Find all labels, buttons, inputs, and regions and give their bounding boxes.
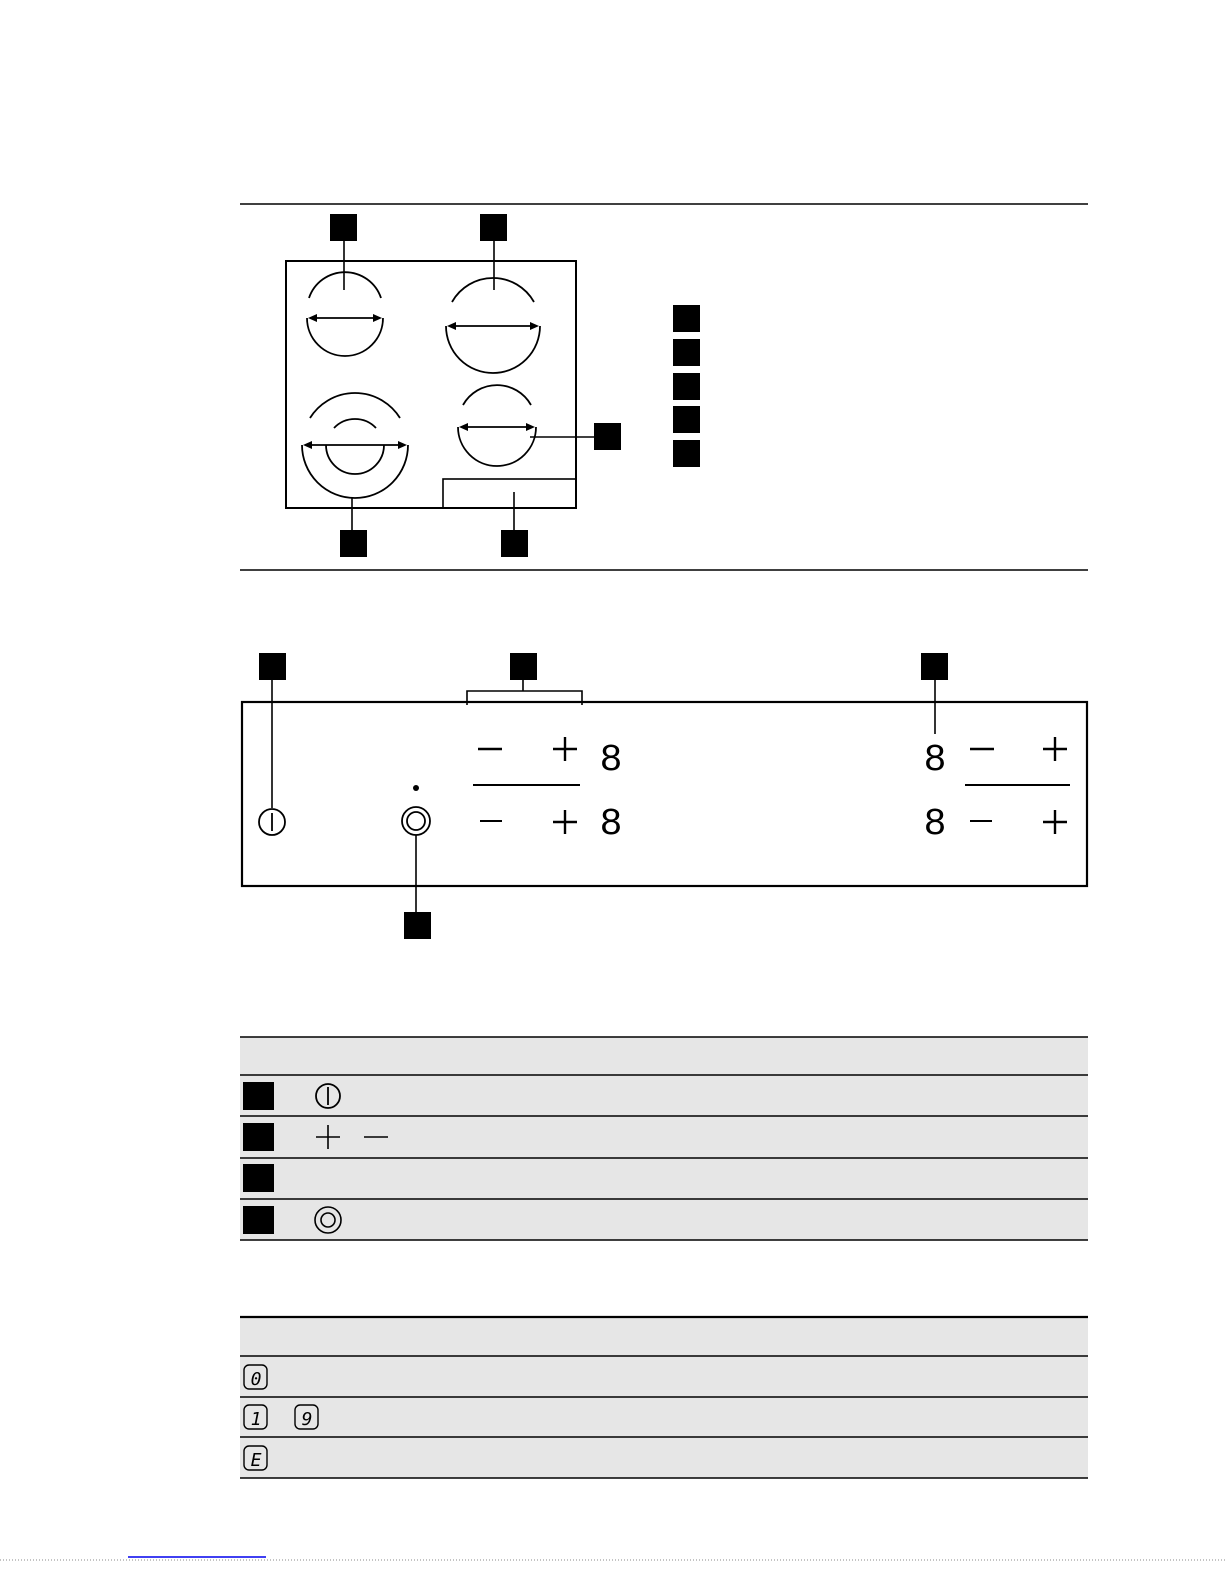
seven-segment-displays [600, 739, 947, 846]
control-marker-3 [921, 653, 948, 680]
display-right-bottom: 8 [923, 803, 947, 846]
display-glyph-e: E [250, 1450, 262, 1471]
plus-button-right-bottom[interactable] [1043, 810, 1067, 834]
legend-marker-4 [673, 406, 700, 433]
control-panel-outline [242, 702, 1087, 886]
cooking-zone-marker-2 [480, 214, 507, 241]
cooking-zone-front-right [458, 385, 536, 466]
display-right-top: 8 [923, 739, 947, 782]
dual-zone-button[interactable] [402, 807, 430, 835]
control-panel-section [242, 653, 1087, 939]
display-glyph-0: 0 [250, 1369, 262, 1390]
display-glyph-1: 1 [250, 1409, 262, 1430]
cooking-zone-marker-1 [330, 214, 357, 241]
sensor-row-1-marker [243, 1082, 274, 1110]
display-left-bottom: 8 [599, 803, 623, 846]
sensor-row-2-marker [243, 1123, 274, 1151]
legend-marker-2 [673, 339, 700, 366]
on-off-button[interactable] [259, 809, 285, 835]
plus-button-left-top[interactable] [553, 737, 577, 761]
legend-marker-1 [673, 305, 700, 332]
sensor-row-3-marker [243, 1164, 274, 1192]
control-marker-4 [404, 912, 431, 939]
cooking-zone-marker-4 [594, 423, 621, 450]
control-marker-2 [510, 653, 537, 680]
dual-zone-indicator [413, 785, 419, 791]
control-marker-1 [259, 653, 286, 680]
legend-marker-5 [673, 440, 700, 467]
legend-marker-3 [673, 373, 700, 400]
cooking-zone-marker-3 [340, 530, 367, 557]
cooking-surface-section [240, 204, 1088, 570]
control-panel-marker [501, 530, 528, 557]
control-panel-area [443, 479, 576, 508]
sensor-table [240, 1037, 1088, 1240]
cooking-zone-rear-left [307, 272, 383, 356]
plus-button-right-top[interactable] [1043, 737, 1067, 761]
cooking-zone-front-left-dual [302, 393, 408, 498]
plus-button-left-bottom[interactable] [553, 810, 577, 834]
display-left-top: 8 [599, 739, 623, 782]
display-table [240, 1317, 1088, 1478]
display-glyph-9: 9 [301, 1409, 313, 1430]
sensor-row-4-marker [243, 1206, 274, 1234]
cooking-zone-rear-right [446, 278, 540, 373]
sensor-table-bg [240, 1037, 1088, 1240]
